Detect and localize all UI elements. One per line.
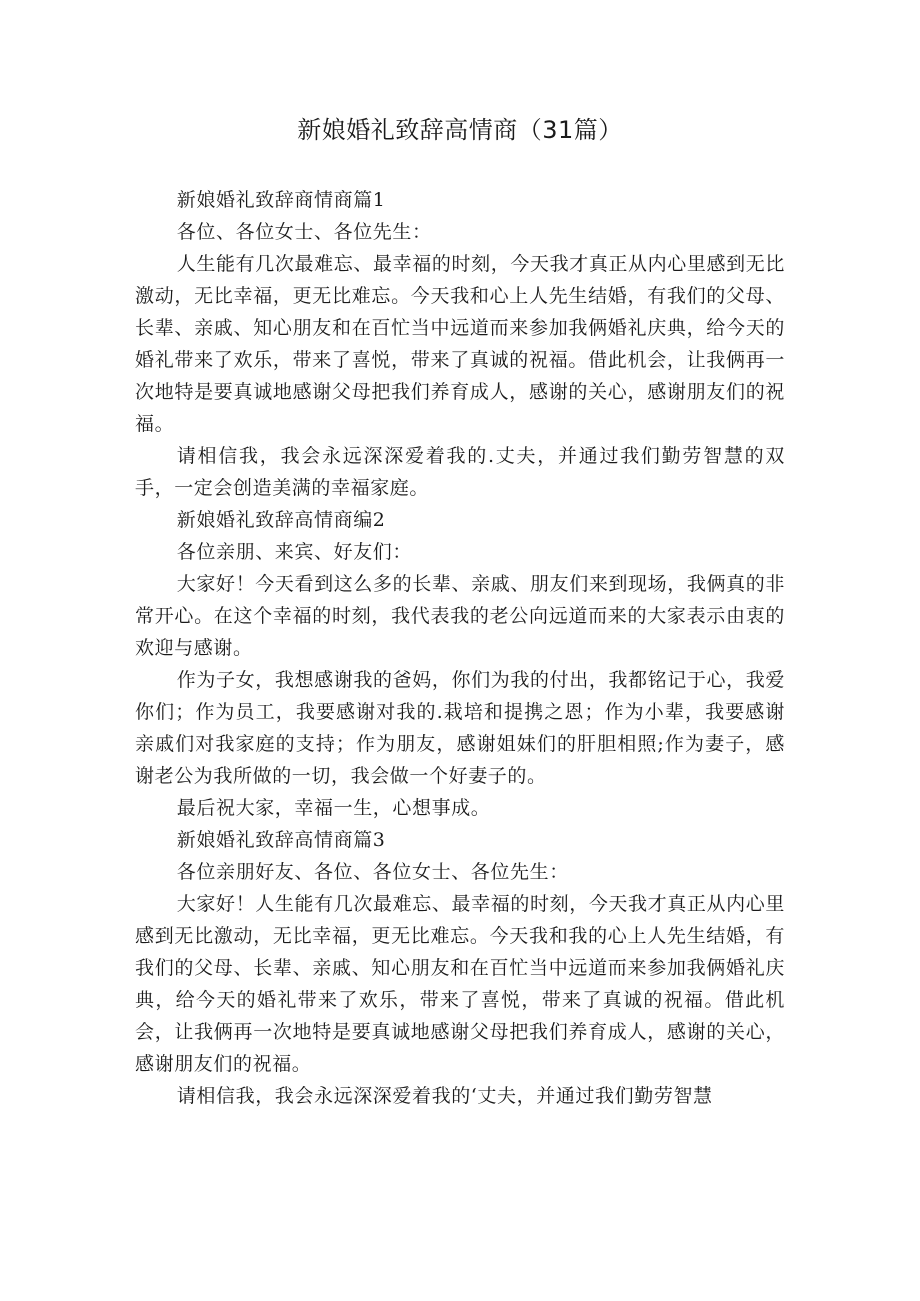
paragraph: 请相信我，我会永远深深爱着我的.丈夫，并通过我们勤劳智慧的双手，一定会创造美满的幸福家庭。 xyxy=(135,445,785,499)
salutation-2: 各位亲朋、来宾、好友们： xyxy=(176,541,412,563)
document-body xyxy=(135,184,785,1112)
paragraph: 人生能有几次最难忘、最幸福的时刻，今天我才真正从内心里感到无比激动，无比幸福，更无比难忘。今天我和心上人先生结婚，有我们的父母、长辈、亲戚、知心朋友和在百忙当中远道而来参加我俩婚礼庆典，给今天的婚礼带来了欢乐，带来了喜悦，带来了真诚的祝福。借此机会，让我俩再一次地特是要真诚地感谢父母把我们养育成人，感谢的关心，感谢朋友们的祝福。 xyxy=(135,253,785,435)
section-heading-2: 新娘婚礼致辞高情商编2 xyxy=(176,509,386,531)
paragraph: 请相信我，我会永远深深爱着我的‘丈夫，并通过我们勤劳智慧 xyxy=(176,1085,713,1107)
salutation-3: 各位亲朋好友、各位、各位女士、各位先生： xyxy=(176,861,569,883)
paragraph: 作为子女，我想感谢我的爸妈，你们为我的付出，我都铭记于心，我爱你们；作为员工，我要感谢对我的.栽培和提携之恩；作为小辈，我要感谢亲戚们对我家庭的支持；作为朋友，感谢姐妹们的肝胆相照;作为妻子，感谢老公为我所做的一切，我会做一个好妻子的。 xyxy=(135,669,785,787)
salutation-1: 各位、各位女士、各位先生： xyxy=(176,221,432,243)
paragraph: 最后祝大家，幸福一生，心想事成。 xyxy=(176,797,491,819)
section-heading-3: 新娘婚礼致辞高情商篇3 xyxy=(176,829,386,851)
paragraph: 大家好！今天看到这么多的长辈、亲戚、朋友们来到现场，我俩真的非常开心。在这个幸福的时刻，我代表我的老公向远道而来的大家表示由衷的欢迎与感谢。 xyxy=(135,573,785,659)
document-title: 新娘婚礼致辞高情商（31篇） xyxy=(297,116,623,144)
section-heading-1: 新娘婚礼致辞商情商篇1 xyxy=(176,189,386,211)
paragraph: 大家好！人生能有几次最难忘、最幸福的时刻，今天我才真正从内心里感到无比激动，无比幸福，更无比难忘。今天我和我的心上人先生结婚，有我们的父母、长辈、亲戚、知心朋友和在百忙当中远道而来参加我俩婚礼庆典，给今天的婚礼带来了欢乐，带来了喜悦，带来了真诚的祝福。借此机会，让我俩再一次地特是要真诚地感谢父母把我们养育成人，感谢的关心，感谢朋友们的祝福。 xyxy=(135,893,785,1075)
